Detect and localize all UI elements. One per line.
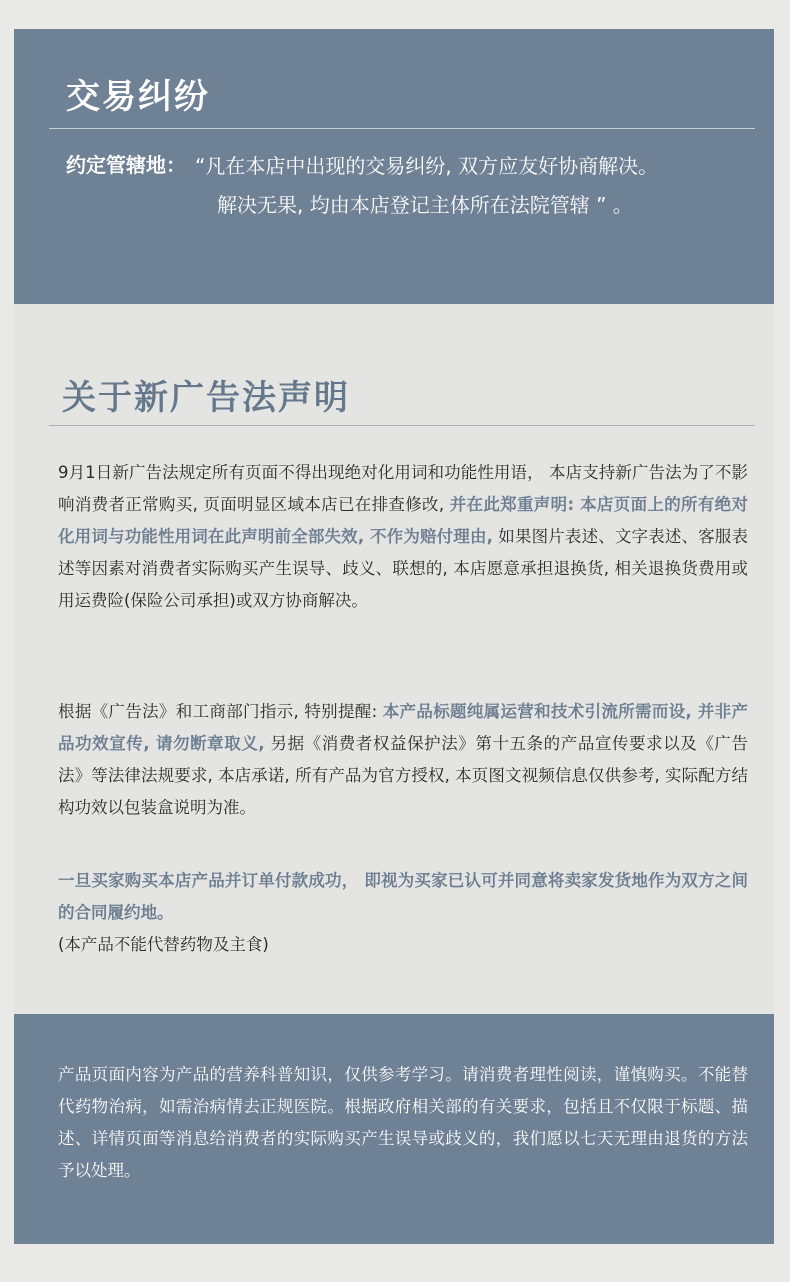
- ad-law-paragraph-2: [58, 696, 748, 824]
- dispute-section: [14, 29, 774, 304]
- ad-law-paragraph-3: [58, 865, 748, 961]
- info-section: [14, 1014, 774, 1244]
- dispute-title: 交易纠纷: [66, 77, 210, 117]
- p1-text-b: 如果图片表述、文字表述、客服表述等因素对消费者实际购买产生误导、歧义、联想的, 本店愿意承担退换货, 相关退换货费用或用运费险(保险公司承担)或双方协商解决。: [58, 527, 749, 610]
- dispute-divider: [49, 128, 755, 129]
- ad-law-paragraph-1: [58, 457, 748, 617]
- info-text: 产品页面内容为产品的营养科普知识，仅供参考学习。请消费者理性阅读，谨慎购买。不能替代药物治病，如需治病情去正规医院。根据政府相关部的有关要求，包括且不仅限于标题、描述、详情页面等消息给消费者的实际购买产生误导或歧义的，我们愿以七天无理由退货的方法予以处理。: [58, 1065, 748, 1180]
- p1-text-a: 9月1日新广告法规定所有页面不得出现绝对化用词和功能性用语， 本店支持新广告法为了不影响消费者正常购买, 页面明显区域本店已在排查修改,: [58, 463, 748, 514]
- ad-law-title: 关于新广告法声明: [62, 378, 350, 418]
- p2-highlight: 本产品标题纯属运营和技术引流所需而设, 并非产品功效宣传, 请勿断章取义,: [58, 702, 749, 753]
- jurisdiction-text-line2: 解决无果, 均由本店登记主体所在法院管辖 ” 。: [217, 193, 633, 217]
- jurisdiction-text-line1: “凡在本店中出现的交易纠纷, 双方应友好协商解决。: [195, 154, 659, 178]
- p3-note: (本产品不能代替药物及主食): [58, 935, 269, 954]
- p1-highlight: 并在此郑重声明: 本店页面上的所有绝对化用词与功能性用词在此声明前全部失效, 不作为赔付理由,: [58, 495, 749, 546]
- p3-highlight: 一旦买家购买本店产品并订单付款成功， 即视为买家已认可并同意将卖家发货地作为双方之间的合同履约地。: [58, 871, 748, 922]
- ad-law-divider: [49, 425, 755, 426]
- ad-law-section: [14, 304, 774, 1014]
- p2-text-a: 根据《广告法》和工商部门指示, 特别提醒:: [58, 702, 383, 721]
- jurisdiction-label: 约定管辖地：: [66, 153, 186, 177]
- p2-text-b: 另据《消费者权益保护法》第十五条的产品宣传要求以及《广告法》等法律法规要求, 本店承诺, 所有产品为官方授权, 本页图文视频信息仅供参考, 实际配方结构功效以包装盒说明为准。: [58, 734, 748, 817]
